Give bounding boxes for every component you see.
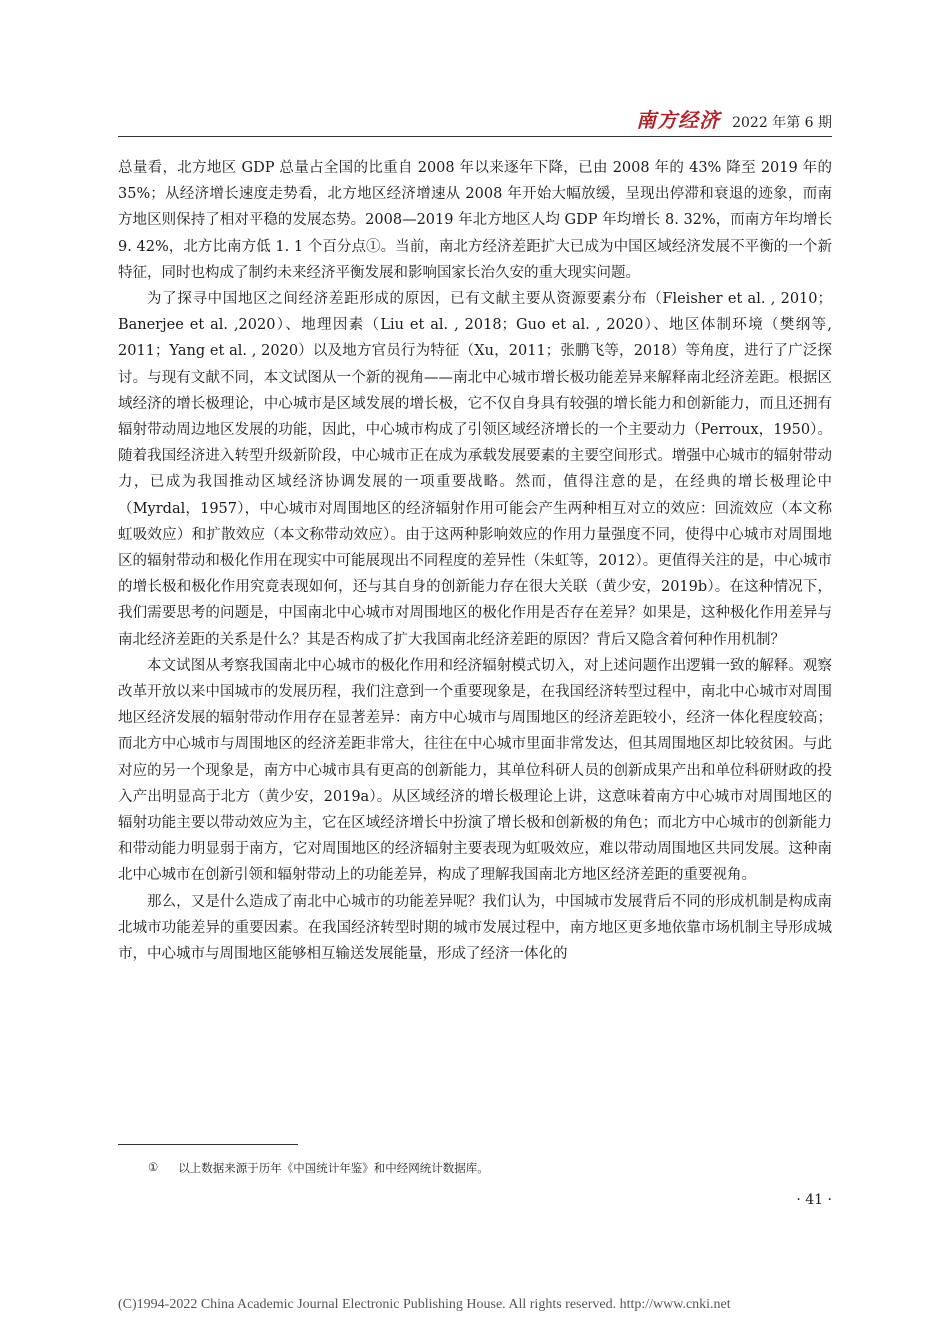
footnote	[148, 1160, 489, 1176]
journal-logo: 南方经济	[636, 108, 721, 132]
article-body	[118, 155, 832, 967]
page-number: · 41 ·	[796, 1192, 832, 1208]
footnote-rule	[118, 1144, 298, 1145]
footnote-marker: ①	[148, 1160, 159, 1174]
paragraph: 那么，又是什么造成了南北中心城市的功能差异呢？我们认为，中国城市发展背后不同的形成机制是构成南北城市功能差异的重要因素。在我国经济转型时期的城市发展过程中，南方地区更多地依靠市场机制主导形成城市，中心城市与周围地区能够相互输送发展能量，形成了经济一体化的	[118, 893, 832, 963]
footnote-text: 以上数据来源于历年《中国统计年鉴》和中经网统计数据库。	[178, 1161, 489, 1175]
copyright-notice: (C)1994-2022 China Academic Journal Electronic Publishing House. All rights reserved. http://www.cnki.net	[118, 1297, 731, 1312]
paragraph: 本文试图从考察我国南北中心城市的极化作用和经济辐射模式切入，对上述问题作出逻辑一致的解释。观察改革开放以来中国城市的发展历程，我们注意到一个重要现象是，在我国经济转型过程中，南北中心城市对周围地区经济发展的辐射带动作用存在显著差异：南方中心城市与周围地区的经济差距较小，经济一体化程度较高；而北方中心城市与周围地区的经济差距非常大，往往在中心城市里面非常发达，但其周围地区却比较贫困。与此对应的另一个现象是，南方中心城市具有更高的创新能力，其单位科研人员的创新成果产出和单位科研财政的投入产出明显高于北方（黄少安，2019a）。从区域经济的增长极理论上讲，这意味着南方中心城市对周围地区的辐射功能主要以带动效应为主，它在区域经济增长中扮演了增长极和创新极的角色；而北方中心城市的创新能力和带动能力明显弱于南方，它对周围地区的经济辐射主要表现为虹吸效应，难以带动周围地区共同发展。这种南北中心城市在创新引领和辐射带动上的功能差异，构成了理解我国南北方地区经济差距的重要视角。	[118, 657, 832, 884]
paragraph: 为了探寻中国地区之间经济差距形成的原因，已有文献主要从资源要素分布（Fleisher et al. , 2010；Banerjee et al. ,2020）、地理因素（Liu et al. , 2018；Guo et al. , 2020）、地区体制环境（樊纲等, 2011；Yang et al. , 2020）以及地方官员行为特征（Xu，2011；张鹏飞等，2018）等角度，进行了广泛探讨。与现有文献不同，本文试图从一个新的视角——南北中心城市增长极功能差异来解释南北经济差距。根据区域经济的增长极理论，中心城市是区域发展的增长极，它不仅自身具有较强的增长能力和创新能力，而且还拥有辐射带动周边地区发展的功能，因此，中心城市构成了引领区域经济增长的一个主要动力（Perroux，1950）。随着我国经济进入转型升级新阶段，中心城市正在成为承载发展要素的主要空间形式。增强中心城市的辐射带动力，已成为我国推动区域经济协调发展的一项重要战略。然而，值得注意的是，在经典的增长极理论中（Myrdal，1957），中心城市对周围地区的经济辐射作用可能会产生两种相互对立的效应：回流效应（本文称虹吸效应）和扩散效应（本文称带动效应）。由于这两种影响效应的作用力量强度不同，使得中心城市对周围地区的辐射带动和极化作用在现实中可能展现出不同程度的差异性（朱虹等，2012）。更值得关注的是，中心城市的增长极和极化作用究竟表现如何，还与其自身的创新能力存在很大关联（黄少安，2019b）。在这种情况下，我们需要思考的问题是，中国南北中心城市对周围地区的极化作用是否存在差异？如果是，这种极化作用差异与南北经济差距的关系是什么？其是否构成了扩大我国南北经济差距的原因？背后又隐含着何种作用机制？	[118, 291, 832, 648]
running-header	[636, 104, 832, 133]
paragraph: 总量看，北方地区 GDP 总量占全国的比重自 2008 年以来逐年下降，已由 2008 年的 43% 降至 2019 年的 35%；从经济增长速度走势看，北方地区经济增速从 2008 年开始大幅放缓，呈现出停滞和衰退的迹象，而南方地区则保持了相对平稳的发展态势。2008—2019 年北方地区人均 GDP 年均增长 8. 32%，而南方年均增长 9. 42%，北方比南方低 1. 1 个百分点①。当前，南北方经济差距扩大已成为中国区域经济发展不平衡的一个新特征，同时也构成了制约未来经济平衡发展和影响国家长治久安的重大现实问题。	[118, 160, 832, 281]
header-rule	[118, 136, 832, 137]
issue-label: 2022 年第 6 期	[732, 115, 832, 131]
